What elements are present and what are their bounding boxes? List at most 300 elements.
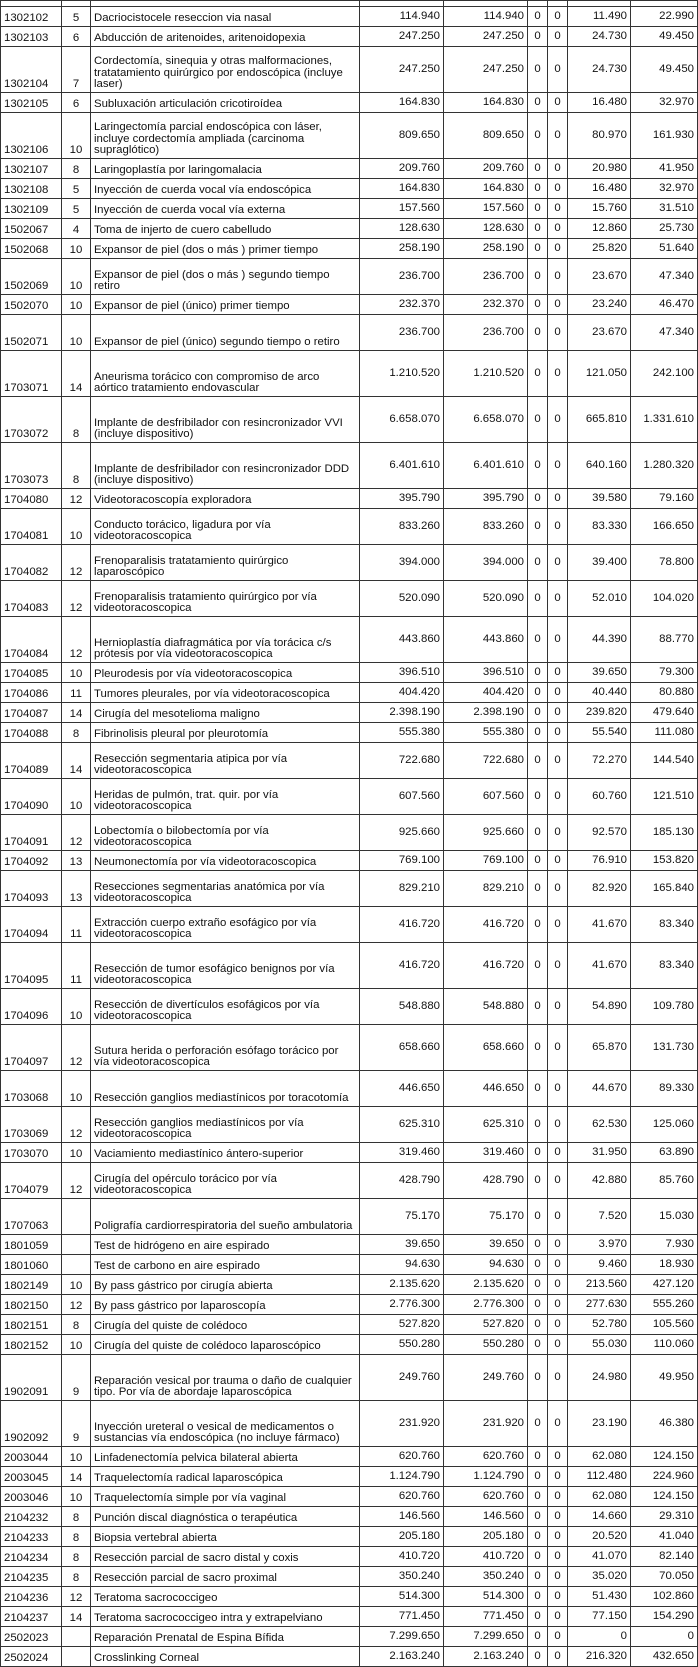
- row-flag-b: 0: [548, 703, 568, 723]
- row-code: 1704088: [1, 723, 62, 743]
- row-group: 14: [62, 351, 91, 397]
- table-body: [1, 1, 698, 1667]
- row-flag-b: 0: [548, 1071, 568, 1107]
- table-row: [1, 1647, 698, 1667]
- row-copay-2: 49.950: [631, 1355, 698, 1401]
- table-row: [1, 815, 698, 851]
- table-row: [1, 219, 698, 239]
- row-value-2: 350.240: [444, 1567, 528, 1587]
- row-copay-2: 153.820: [631, 851, 698, 871]
- row-flag-a: 0: [528, 1315, 548, 1335]
- row-flag-a: 0: [528, 351, 548, 397]
- table-row: [1, 943, 698, 989]
- row-copay-1: 14.660: [568, 1507, 631, 1527]
- table-row: [1, 1143, 698, 1163]
- row-flag-b: 0: [548, 581, 568, 617]
- row-code: 1704085: [1, 663, 62, 683]
- row-code: 1704081: [1, 509, 62, 545]
- row-flag-a: 0: [528, 743, 548, 779]
- row-code: 2104236: [1, 1587, 62, 1607]
- row-copay-2: 131.730: [631, 1025, 698, 1071]
- table-row: [1, 239, 698, 259]
- row-value-2: 833.260: [444, 509, 528, 545]
- row-value-1: 232.370: [360, 295, 444, 315]
- row-code: 1704086: [1, 683, 62, 703]
- row-value-2: 39.650: [444, 1235, 528, 1255]
- table-row: [1, 779, 698, 815]
- row-value-1: 164.830: [360, 93, 444, 113]
- row-flag-b: 0: [548, 1355, 568, 1401]
- row-flag-a: 0: [528, 703, 548, 723]
- row-copay-1: 7.520: [568, 1199, 631, 1235]
- row-code: 2502024: [1, 1647, 62, 1667]
- row-flag-a: 0: [528, 47, 548, 93]
- row-value-1: 7.299.650: [360, 1627, 444, 1647]
- row-value-1: 620.760: [360, 1487, 444, 1507]
- table-row: [1, 1107, 698, 1143]
- row-flag-a: 0: [528, 1199, 548, 1235]
- row-flag-a: 0: [528, 617, 548, 663]
- row-flag-b: 0: [548, 1295, 568, 1315]
- row-description: By pass gástrico por laparoscopía: [91, 1295, 360, 1315]
- row-code: 1302106: [1, 113, 62, 159]
- row-description: Cirugía del opérculo torácico por vía videotoracoscopica: [91, 1163, 360, 1199]
- table-row: [1, 179, 698, 199]
- row-copay-2: 111.080: [631, 723, 698, 743]
- row-copay-2: 15.030: [631, 1199, 698, 1235]
- table-row: [1, 1607, 698, 1627]
- row-group: [62, 1647, 91, 1667]
- row-value-2: 443.860: [444, 617, 528, 663]
- row-copay-2: 22.990: [631, 7, 698, 27]
- row-copay-1: 40.440: [568, 683, 631, 703]
- row-value-2: 555.380: [444, 723, 528, 743]
- table-row: [1, 683, 698, 703]
- row-code: 1704096: [1, 989, 62, 1025]
- row-group: [62, 1255, 91, 1275]
- row-code: 2003044: [1, 1447, 62, 1467]
- row-group: 8: [62, 1527, 91, 1547]
- row-flag-b: 0: [548, 1235, 568, 1255]
- row-group: 12: [62, 617, 91, 663]
- table-row: [1, 199, 698, 219]
- row-copay-1: 665.810: [568, 397, 631, 443]
- row-value-2: 94.630: [444, 1255, 528, 1275]
- row-value-1: 443.860: [360, 617, 444, 663]
- row-copay-1: 44.390: [568, 617, 631, 663]
- table-row: [1, 1355, 698, 1401]
- row-code: 2104233: [1, 1527, 62, 1547]
- row-copay-1: 39.400: [568, 545, 631, 581]
- row-group: 10: [62, 113, 91, 159]
- row-flag-b: 0: [548, 907, 568, 943]
- row-flag-a: 0: [528, 907, 548, 943]
- row-value-1: 114.940: [360, 7, 444, 27]
- row-value-1: 416.720: [360, 943, 444, 989]
- row-group: 6: [62, 27, 91, 47]
- table-row: [1, 1199, 698, 1235]
- row-flag-b: 0: [548, 397, 568, 443]
- row-group: 8: [62, 159, 91, 179]
- row-group: 5: [62, 199, 91, 219]
- row-code: 1704089: [1, 743, 62, 779]
- row-copay-2: 79.160: [631, 489, 698, 509]
- row-flag-b: 0: [548, 509, 568, 545]
- row-copay-2: 46.380: [631, 1401, 698, 1447]
- row-flag-a: 0: [528, 159, 548, 179]
- row-flag-b: 0: [548, 47, 568, 93]
- table-row: [1, 1255, 698, 1275]
- row-flag-b: 0: [548, 1315, 568, 1335]
- row-group: 14: [62, 1607, 91, 1627]
- row-description: Cirugía del mesotelioma maligno: [91, 703, 360, 723]
- row-code: 1704080: [1, 489, 62, 509]
- row-value-2: 236.700: [444, 259, 528, 295]
- row-copay-1: 277.630: [568, 1295, 631, 1315]
- table-row: [1, 703, 698, 723]
- row-value-1: 2.398.190: [360, 703, 444, 723]
- row-flag-b: 0: [548, 1447, 568, 1467]
- row-code: 1703071: [1, 351, 62, 397]
- row-value-1: 410.720: [360, 1547, 444, 1567]
- row-group: 12: [62, 545, 91, 581]
- row-flag-a: 0: [528, 489, 548, 509]
- table-row: [1, 509, 698, 545]
- row-value-1: 625.310: [360, 1107, 444, 1143]
- row-flag-a: 0: [528, 1567, 548, 1587]
- table-row: [1, 295, 698, 315]
- row-copay-1: 23.670: [568, 259, 631, 295]
- row-group: 11: [62, 943, 91, 989]
- row-copay-1: 9.460: [568, 1255, 631, 1275]
- row-flag-b: 0: [548, 295, 568, 315]
- row-value-2: 75.170: [444, 1199, 528, 1235]
- row-group: [62, 1199, 91, 1235]
- table-row: [1, 1567, 698, 1587]
- row-group: 8: [62, 1567, 91, 1587]
- row-description: Implante de desfribilador con resincronizador DDD (incluye dispositivo): [91, 443, 360, 489]
- table-row: [1, 93, 698, 113]
- row-value-2: 428.790: [444, 1163, 528, 1199]
- row-copay-2: 109.780: [631, 989, 698, 1025]
- row-copay-2: 25.730: [631, 219, 698, 239]
- row-copay-1: 121.050: [568, 351, 631, 397]
- row-group: 12: [62, 1025, 91, 1071]
- row-group: 8: [62, 1547, 91, 1567]
- row-value-1: 550.280: [360, 1335, 444, 1355]
- row-code: 1502068: [1, 239, 62, 259]
- row-copay-1: 52.780: [568, 1315, 631, 1335]
- row-flag-b: 0: [548, 617, 568, 663]
- row-description: Subluxación articulación cricotiroídea: [91, 93, 360, 113]
- row-flag-a: 0: [528, 779, 548, 815]
- row-description: Crosslinking Corneal: [91, 1647, 360, 1667]
- row-group: 10: [62, 1143, 91, 1163]
- row-copay-2: 32.970: [631, 179, 698, 199]
- table-row: [1, 617, 698, 663]
- row-description: Fibrinolisis pleural por pleurotomía: [91, 723, 360, 743]
- row-flag-b: 0: [548, 315, 568, 351]
- row-flag-a: 0: [528, 851, 548, 871]
- row-flag-a: 0: [528, 1275, 548, 1295]
- row-value-2: 416.720: [444, 943, 528, 989]
- row-group: 7: [62, 47, 91, 93]
- table-row: [1, 581, 698, 617]
- row-value-1: 658.660: [360, 1025, 444, 1071]
- row-code: 1302108: [1, 179, 62, 199]
- row-description: Reparación vesical por trauma o daño de cualquier tipo. Por vía de abordaje laparoscópica: [91, 1355, 360, 1401]
- row-value-1: 2.163.240: [360, 1647, 444, 1667]
- table-row: [1, 27, 698, 47]
- row-flag-b: 0: [548, 1647, 568, 1667]
- row-copay-1: 54.890: [568, 989, 631, 1025]
- row-flag-b: 0: [548, 1275, 568, 1295]
- row-flag-b: 0: [548, 1335, 568, 1355]
- row-flag-b: 0: [548, 1487, 568, 1507]
- row-value-1: 925.660: [360, 815, 444, 851]
- row-description: Expansor de piel (único) segundo tiempo o retiro: [91, 315, 360, 351]
- row-flag-b: 0: [548, 1627, 568, 1647]
- row-flag-b: 0: [548, 943, 568, 989]
- row-copay-2: 41.950: [631, 159, 698, 179]
- row-description: Implante de desfribilador con resincronizador VVI (incluye dispositivo): [91, 397, 360, 443]
- row-code: 1703069: [1, 1107, 62, 1143]
- row-group: 12: [62, 581, 91, 617]
- row-flag-a: 0: [528, 295, 548, 315]
- table-row: [1, 489, 698, 509]
- table-row: [1, 113, 698, 159]
- row-flag-b: 0: [548, 443, 568, 489]
- row-value-2: 625.310: [444, 1107, 528, 1143]
- row-value-2: 722.680: [444, 743, 528, 779]
- row-value-1: 2.776.300: [360, 1295, 444, 1315]
- row-value-2: 520.090: [444, 581, 528, 617]
- table-row: [1, 1627, 698, 1647]
- row-code: 2104237: [1, 1607, 62, 1627]
- row-flag-b: 0: [548, 1199, 568, 1235]
- row-flag-b: 0: [548, 989, 568, 1025]
- row-value-1: 771.450: [360, 1607, 444, 1627]
- row-code: 1704097: [1, 1025, 62, 1071]
- row-copay-1: 16.480: [568, 179, 631, 199]
- row-flag-a: 0: [528, 7, 548, 27]
- row-value-1: 1.124.790: [360, 1467, 444, 1487]
- row-description: Teratoma sacrococcigeo: [91, 1587, 360, 1607]
- row-copay-1: 72.270: [568, 743, 631, 779]
- row-copay-2: 63.890: [631, 1143, 698, 1163]
- row-copay-2: 0: [631, 1627, 698, 1647]
- row-group: 8: [62, 723, 91, 743]
- row-code: 1302104: [1, 47, 62, 93]
- row-value-2: 2.135.620: [444, 1275, 528, 1295]
- table-row: [1, 397, 698, 443]
- row-code: 1902091: [1, 1355, 62, 1401]
- row-copay-1: 23.240: [568, 295, 631, 315]
- row-value-1: 722.680: [360, 743, 444, 779]
- row-flag-b: 0: [548, 1527, 568, 1547]
- table-row: [1, 1467, 698, 1487]
- row-flag-b: 0: [548, 159, 568, 179]
- row-value-2: 157.560: [444, 199, 528, 219]
- row-value-1: 236.700: [360, 259, 444, 295]
- row-flag-b: 0: [548, 489, 568, 509]
- row-copay-2: 83.340: [631, 943, 698, 989]
- row-code: 2104234: [1, 1547, 62, 1567]
- row-copay-1: 213.560: [568, 1275, 631, 1295]
- row-description: Test de hidrógeno en aire espirado: [91, 1235, 360, 1255]
- row-value-1: 2.135.620: [360, 1275, 444, 1295]
- row-copay-2: 104.020: [631, 581, 698, 617]
- row-group: 12: [62, 815, 91, 851]
- row-value-1: 6.401.610: [360, 443, 444, 489]
- row-value-2: 236.700: [444, 315, 528, 351]
- table-row: [1, 1547, 698, 1567]
- row-copay-2: 49.450: [631, 47, 698, 93]
- row-description: Resección de divertículos esofágicos por vía videotoracoscopica: [91, 989, 360, 1025]
- row-flag-a: 0: [528, 443, 548, 489]
- row-value-1: 1.210.520: [360, 351, 444, 397]
- row-description: Lobectomía o bilobectomía por vía videotoracoscopica: [91, 815, 360, 851]
- row-description: Inyección ureteral o vesical de medicamentos o sustancias vía endoscópica (no incluye fármaco): [91, 1401, 360, 1447]
- row-copay-1: 65.870: [568, 1025, 631, 1071]
- table-row: [1, 1487, 698, 1507]
- row-flag-b: 0: [548, 815, 568, 851]
- row-description: Linfadenectomía pelvica bilateral abierta: [91, 1447, 360, 1467]
- row-flag-a: 0: [528, 1335, 548, 1355]
- row-value-2: 231.920: [444, 1401, 528, 1447]
- row-value-2: 396.510: [444, 663, 528, 683]
- row-value-1: 205.180: [360, 1527, 444, 1547]
- row-flag-b: 0: [548, 7, 568, 27]
- row-value-1: 769.100: [360, 851, 444, 871]
- row-description: Videotoracoscopía exploradora: [91, 489, 360, 509]
- row-copay-1: 62.080: [568, 1447, 631, 1467]
- row-group: 8: [62, 397, 91, 443]
- row-copay-1: 23.190: [568, 1401, 631, 1447]
- row-copay-2: 88.770: [631, 617, 698, 663]
- row-code: 2104235: [1, 1567, 62, 1587]
- row-description: Test de carbono en aire espirado: [91, 1255, 360, 1275]
- row-group: 8: [62, 1507, 91, 1527]
- row-value-1: 833.260: [360, 509, 444, 545]
- row-code: 1302107: [1, 159, 62, 179]
- row-flag-b: 0: [548, 1163, 568, 1199]
- row-copay-1: 12.860: [568, 219, 631, 239]
- row-value-1: 394.000: [360, 545, 444, 581]
- row-flag-a: 0: [528, 93, 548, 113]
- row-code: 1704093: [1, 871, 62, 907]
- row-value-2: 258.190: [444, 239, 528, 259]
- row-code: 1801059: [1, 1235, 62, 1255]
- row-description: Inyección de cuerda vocal vía externa: [91, 199, 360, 219]
- row-group: 12: [62, 1163, 91, 1199]
- row-flag-a: 0: [528, 545, 548, 581]
- row-copay-1: 20.520: [568, 1527, 631, 1547]
- row-copay-2: 47.340: [631, 315, 698, 351]
- row-value-1: 395.790: [360, 489, 444, 509]
- row-group: [62, 1627, 91, 1647]
- row-description: Expansor de piel (único) primer tiempo: [91, 295, 360, 315]
- table-row: [1, 1163, 698, 1199]
- row-description: Poligrafía cardiorrespiratoria del sueño ambulatoria: [91, 1199, 360, 1235]
- row-flag-a: 0: [528, 219, 548, 239]
- row-group: 6: [62, 93, 91, 113]
- row-copay-2: 242.100: [631, 351, 698, 397]
- row-copay-2: 185.130: [631, 815, 698, 851]
- row-copay-1: 41.670: [568, 907, 631, 943]
- row-code: 2003045: [1, 1467, 62, 1487]
- table-row: [1, 1587, 698, 1607]
- row-description: Resección de tumor esofágico benignos por vía videotoracoscopica: [91, 943, 360, 989]
- row-code: 1704090: [1, 779, 62, 815]
- table-row: [1, 443, 698, 489]
- row-flag-a: 0: [528, 259, 548, 295]
- row-copay-1: 62.530: [568, 1107, 631, 1143]
- row-value-1: 39.650: [360, 1235, 444, 1255]
- row-description: Resección segmentaria atipica por vía videotoracoscopica: [91, 743, 360, 779]
- row-group: 12: [62, 1587, 91, 1607]
- row-code: 1302102: [1, 7, 62, 27]
- table-row: [1, 723, 698, 743]
- row-flag-a: 0: [528, 1255, 548, 1275]
- row-group: 11: [62, 683, 91, 703]
- table-row: [1, 989, 698, 1025]
- row-flag-a: 0: [528, 1547, 548, 1567]
- row-copay-2: 47.340: [631, 259, 698, 295]
- row-code: 1704082: [1, 545, 62, 581]
- row-flag-b: 0: [548, 871, 568, 907]
- row-copay-1: 24.980: [568, 1355, 631, 1401]
- row-description: Abducción de aritenoides, aritenoidopexia: [91, 27, 360, 47]
- row-code: 1704079: [1, 1163, 62, 1199]
- row-flag-b: 0: [548, 93, 568, 113]
- row-copay-1: 39.650: [568, 663, 631, 683]
- table-row: [1, 1507, 698, 1527]
- row-flag-b: 0: [548, 1467, 568, 1487]
- row-copay-1: 39.580: [568, 489, 631, 509]
- row-group: 10: [62, 315, 91, 351]
- row-copay-2: 144.540: [631, 743, 698, 779]
- row-group: 14: [62, 743, 91, 779]
- row-group: 8: [62, 1315, 91, 1335]
- row-flag-b: 0: [548, 113, 568, 159]
- row-copay-2: 46.470: [631, 295, 698, 315]
- row-group: [62, 1235, 91, 1255]
- row-value-1: 258.190: [360, 239, 444, 259]
- row-flag-b: 0: [548, 1607, 568, 1627]
- table-row: [1, 47, 698, 93]
- row-flag-b: 0: [548, 779, 568, 815]
- row-description: Inyección de cuerda vocal vía endoscópica: [91, 179, 360, 199]
- table-row: [1, 743, 698, 779]
- row-flag-b: 0: [548, 179, 568, 199]
- row-group: 14: [62, 1467, 91, 1487]
- table-row: [1, 1235, 698, 1255]
- row-code: 1703068: [1, 1071, 62, 1107]
- row-value-2: 394.000: [444, 545, 528, 581]
- row-description: Resecciones segmentarias anatómica por vía videotoracoscopica: [91, 871, 360, 907]
- row-code: 1703070: [1, 1143, 62, 1163]
- row-value-2: 205.180: [444, 1527, 528, 1547]
- row-group: 10: [62, 259, 91, 295]
- row-value-2: 829.210: [444, 871, 528, 907]
- row-copay-1: 77.150: [568, 1607, 631, 1627]
- row-flag-a: 0: [528, 1107, 548, 1143]
- row-flag-a: 0: [528, 683, 548, 703]
- table-row: [1, 871, 698, 907]
- row-value-1: 146.560: [360, 1507, 444, 1527]
- row-copay-1: 24.730: [568, 47, 631, 93]
